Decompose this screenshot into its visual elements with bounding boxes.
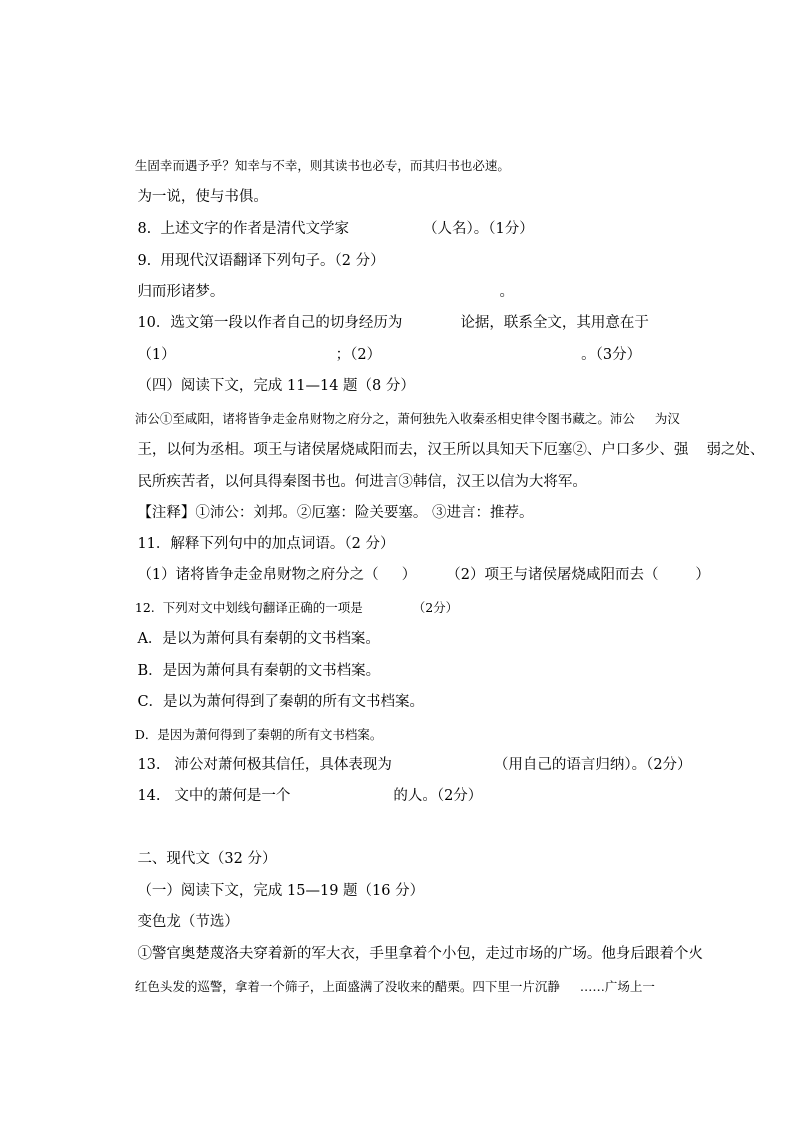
question-11-item-2: （2）项王与诸侯屠烧咸阳而去（ ） xyxy=(446,567,710,583)
question-11-item-1: （1）诸将皆争走金帛财物之府分之（ ） xyxy=(137,567,417,583)
question-14-tail: 的人。（2分） xyxy=(393,788,483,804)
section-4-title: （四）阅读下文，完成 11—14 题（8 分） xyxy=(137,378,415,394)
answer-score: 。（3分） xyxy=(581,347,642,363)
question-8-tail: （人名）。（1分） xyxy=(423,221,534,237)
question-10-tail: 论据，联系全文，其用意在于 xyxy=(460,315,649,331)
passage-text-3: 民所疾苦者，以何具得秦图书也。何进言③韩信，汉王以信为大将军。 xyxy=(137,474,587,490)
question-14 xyxy=(119,766,482,826)
story-text-1: ①警官奥楚蔑洛夫穿着新的军大衣，手里拿着个小包，走过市场的广场。他身后跟着个火 xyxy=(137,946,703,962)
annotation-text: 【注释】①沛公：刘邦。②厄塞：险关要塞。 ③进言：推荐。 xyxy=(137,505,534,521)
story-text-2: 红色头发的巡警，拿着一个筛子，上面盛满了没收来的醋栗。四下里一片沉静 xyxy=(134,979,560,994)
story-text-2b: ……广场上一 xyxy=(579,979,655,994)
option-a-text: A．是以为萧何具有秦朝的文书档案。 xyxy=(137,631,380,647)
passage-text-2: 王，以何为丞相。项王与诸侯屠烧咸阳而去，汉王所以具知天下厄塞②、户口多少、强 xyxy=(137,442,689,458)
passage-ending: 为一说，使与书俱。 xyxy=(137,189,268,205)
story-paragraph-line-2 xyxy=(119,957,655,1017)
sentence-to-translate: 归而形诸梦。 xyxy=(137,284,225,300)
question-11-text: 11．解释下列句中的加点词语。（2 分） xyxy=(137,536,395,552)
question-13-tail: （用自己的语言归纳）。（2分） xyxy=(493,757,692,773)
passage-text-1b: 为汉 xyxy=(654,411,680,426)
passage-text-2b: 弱之处、 xyxy=(706,442,765,458)
question-14-text: 14. 文中的萧何是一个 xyxy=(137,788,291,804)
question-9-text: 9. 用现代汉语翻译下列句子。（2 分） xyxy=(137,253,385,269)
answer-blank-end: 。 xyxy=(499,284,514,300)
passage-continuation: 生固幸而遇予乎？知幸与不幸，则其读书也必专，而其归书也必速。 xyxy=(134,158,510,173)
question-12-text: 12. 下列对文中划线句翻译正确的一项是 xyxy=(134,600,363,615)
option-c-text: C．是以为萧何得到了秦朝的所有文书档案。 xyxy=(137,694,425,710)
question-12-score: （2分） xyxy=(412,600,459,615)
option-d-text: D．是因为萧何得到了秦朝的所有文书档案。 xyxy=(134,727,383,742)
option-b-text: B．是因为萧何具有秦朝的文书档案。 xyxy=(137,663,381,679)
question-8-text: 8. 上述文字的作者是清代文学家 xyxy=(137,221,349,237)
section-2-sub-title: （一）阅读下文，完成 15—19 题（16 分） xyxy=(137,883,425,899)
answer-1-label: （1） xyxy=(137,347,176,363)
story-title-text: 变色龙（节选） xyxy=(137,914,239,930)
passage-text-1: 沛公①至咸阳，诸将皆争走金帛财物之府分之，萧何独先入收秦丞相史律令图书藏之。沛公 xyxy=(134,411,635,426)
answer-2-label: ；（2） xyxy=(335,347,382,363)
question-13-text: 13. 沛公对萧何极其信任，具体表现为 xyxy=(137,757,392,773)
question-10-text: 10．选文第一段以作者自己的切身经历为 xyxy=(137,315,403,331)
section-2-title: 二、现代文（32 分） xyxy=(137,851,277,867)
